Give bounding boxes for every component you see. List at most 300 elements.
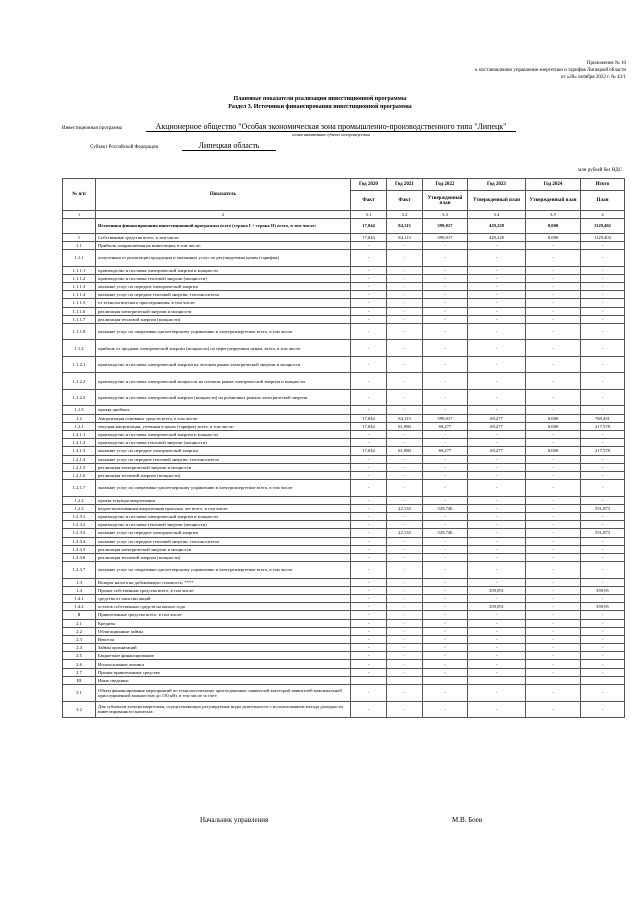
index-cell: 3.3 xyxy=(423,211,468,219)
value-cell: - xyxy=(526,644,581,652)
value-cell: - xyxy=(423,241,468,249)
row-label-cell: реализация электрической энергии и мощности xyxy=(96,307,351,315)
row-label-cell: Иные сведения: xyxy=(96,676,351,684)
value-cell: - xyxy=(351,562,387,579)
value-cell: - xyxy=(581,701,625,718)
value-cell: - xyxy=(351,299,387,307)
value-cell: - xyxy=(468,439,526,447)
value-cell: - xyxy=(387,282,423,290)
value-cell: - xyxy=(387,455,423,463)
value-cell: - xyxy=(468,594,526,602)
row-label-cell: оказание услуг по передаче электрической энергии xyxy=(96,447,351,455)
value-cell: - xyxy=(581,241,625,249)
value-cell: - xyxy=(581,291,625,299)
row-number-cell: 1.1.1.6 xyxy=(63,307,96,315)
value-cell: - xyxy=(581,685,625,702)
value-cell: - xyxy=(351,496,387,504)
row-number-cell: 2.4 xyxy=(63,644,96,652)
value-cell: - xyxy=(351,389,387,406)
value-cell: - xyxy=(526,627,581,635)
value-cell: - xyxy=(526,611,581,619)
value-cell: - xyxy=(351,241,387,249)
row-label-cell: Для субъектов электроэнергетики, осуществляющих регулируемые виды деятельности с использованием метода доходности инвестированного капитала: xyxy=(96,701,351,718)
value-cell: - xyxy=(468,373,526,390)
table-row xyxy=(63,340,625,357)
value-cell: - xyxy=(423,471,468,479)
table-row xyxy=(63,635,625,643)
table-row xyxy=(63,676,625,684)
row-number-cell: 1.1.1.7 xyxy=(63,315,96,323)
value-cell: - xyxy=(387,562,423,579)
value-cell: - xyxy=(351,480,387,497)
value-cell: - xyxy=(581,553,625,561)
value-cell: 599,017 xyxy=(423,414,468,422)
value-cell: 359,95 xyxy=(581,603,625,611)
value-cell: - xyxy=(468,340,526,357)
row-label-cell: Использование лизинга xyxy=(96,660,351,668)
value-cell: - xyxy=(351,619,387,627)
row-number-cell: 1.1.3 xyxy=(63,406,96,414)
table-row xyxy=(63,447,625,455)
table-row xyxy=(63,414,625,422)
row-label-cell: производство и поставка тепловой энергии (мощности) xyxy=(96,521,351,529)
header-kind: Факт xyxy=(387,191,423,211)
table-row xyxy=(63,266,625,274)
header-year: Год 2023 xyxy=(468,179,526,191)
value-cell xyxy=(387,676,423,684)
index-cell: 3.1 xyxy=(351,211,387,219)
value-cell: - xyxy=(351,274,387,282)
table-row xyxy=(63,219,625,234)
value-cell: - xyxy=(581,356,625,373)
value-cell: - xyxy=(581,537,625,545)
row-label-cell: оказание услуг по передаче тепловой энергии, теплоносителя xyxy=(96,455,351,463)
value-cell: 429,228 xyxy=(468,233,526,241)
value-cell: 599,017 xyxy=(423,233,468,241)
value-cell: - xyxy=(581,480,625,497)
row-number-cell: 2.1 xyxy=(63,619,96,627)
value-cell: - xyxy=(387,521,423,529)
table-row xyxy=(63,537,625,545)
value-cell: - xyxy=(387,545,423,553)
value-cell: 69,277 xyxy=(468,447,526,455)
value-cell: - xyxy=(526,323,581,340)
value-cell: - xyxy=(526,315,581,323)
row-number-cell: 1.2.1 xyxy=(63,422,96,430)
value-cell: - xyxy=(581,274,625,282)
value-cell: - xyxy=(526,594,581,602)
value-cell: 599,017 xyxy=(423,219,468,234)
row-number-cell: 1.2.1.6 xyxy=(63,471,96,479)
row-label-cell: Векселя xyxy=(96,635,351,643)
value-cell: 17,044 xyxy=(351,233,387,241)
value-cell: - xyxy=(581,373,625,390)
section-title: Раздел 3. Источники финансирования инвестиционной программы xyxy=(228,104,412,110)
value-cell: - xyxy=(351,373,387,390)
row-number-cell: 1.1.2.1 xyxy=(63,356,96,373)
value-cell: 0,000 xyxy=(526,422,581,430)
value-cell: 61,980 xyxy=(387,447,423,455)
row-label-cell: Объем финансирования мероприятий по технологическому присоединению заявителей категорий заявителей максимальной присоединенной мощностью до 150 кВт, в том числе за счет: xyxy=(96,685,351,702)
value-cell: - xyxy=(468,660,526,668)
value-cell: - xyxy=(581,471,625,479)
value-cell: - xyxy=(468,685,526,702)
value-cell: 551,873 xyxy=(581,504,625,512)
value-cell: - xyxy=(423,603,468,611)
value-cell: - xyxy=(423,701,468,718)
row-number-cell: 3.2 xyxy=(63,701,96,718)
row-number-cell: 1.2.3 xyxy=(63,504,96,512)
row-number-cell: 1.1.1.2 xyxy=(63,274,96,282)
row-number-cell: 1.2.3.6 xyxy=(63,553,96,561)
row-label-cell: Привлеченные средства всего, в том числе: xyxy=(96,611,351,619)
value-cell: - xyxy=(468,545,526,553)
value-cell: - xyxy=(526,307,581,315)
value-cell: - xyxy=(423,496,468,504)
table-row xyxy=(63,356,625,373)
value-cell: - xyxy=(468,529,526,537)
table-row xyxy=(63,504,625,512)
value-cell: - xyxy=(526,250,581,267)
value-cell: - xyxy=(387,373,423,390)
value-cell: - xyxy=(387,389,423,406)
table-row xyxy=(63,471,625,479)
value-cell: - xyxy=(526,603,581,611)
value-cell: - xyxy=(468,250,526,267)
value-cell: 84,113 xyxy=(387,233,423,241)
index-cell: 2 xyxy=(96,211,351,219)
value-cell: - xyxy=(423,439,468,447)
value-cell: - xyxy=(387,439,423,447)
value-cell: - xyxy=(351,644,387,652)
row-number-cell: 1.4 xyxy=(63,586,96,594)
table-row xyxy=(63,685,625,702)
row-number-cell: 1.2.1.2 xyxy=(63,439,96,447)
value-cell: - xyxy=(468,315,526,323)
value-cell: - xyxy=(526,299,581,307)
value-cell: - xyxy=(423,373,468,390)
table-row xyxy=(63,668,625,676)
units-label: млн рублей без НДС xyxy=(578,168,622,173)
value-cell: - xyxy=(468,635,526,643)
value-cell: - xyxy=(468,241,526,249)
table-row xyxy=(63,430,625,438)
value-cell: 22,133 xyxy=(387,529,423,537)
value-cell: - xyxy=(387,512,423,520)
value-cell: - xyxy=(423,627,468,635)
value-cell: - xyxy=(387,627,423,635)
value-cell: - xyxy=(423,250,468,267)
value-cell: - xyxy=(423,323,468,340)
value-cell: - xyxy=(423,307,468,315)
value-cell: - xyxy=(351,512,387,520)
row-number-cell: 1.1.1.1 xyxy=(63,266,96,274)
value-cell: - xyxy=(387,274,423,282)
value-cell: - xyxy=(423,274,468,282)
table-row xyxy=(63,512,625,520)
document-title: Плановые показатели реализации инвестиционной программы xyxy=(233,96,407,102)
table-row xyxy=(63,455,625,463)
row-label-cell: производство и поставка электрической энергии и мощности xyxy=(96,266,351,274)
value-cell: - xyxy=(581,652,625,660)
row-number-cell: 1.1.2.3 xyxy=(63,389,96,406)
header-year: Итого xyxy=(581,179,625,191)
header-year: Год 2022 xyxy=(423,179,468,191)
value-cell: - xyxy=(423,480,468,497)
value-cell: - xyxy=(423,512,468,520)
row-number-cell xyxy=(63,219,96,234)
signature-position: Начальник управления xyxy=(200,816,269,824)
value-cell: 84,113 xyxy=(387,219,423,234)
row-label-cell: Источники финансирования инвестиционной программы всего (строка I + строка II) всего, в том числе: xyxy=(96,219,351,234)
value-cell: - xyxy=(351,439,387,447)
value-cell: - xyxy=(526,389,581,406)
owner-hint: полное наименование субъекта электроэнергетики xyxy=(292,133,370,137)
value-cell: - xyxy=(387,463,423,471)
value-cell: - xyxy=(423,644,468,652)
value-cell: - xyxy=(581,512,625,520)
value-cell: - xyxy=(581,299,625,307)
value-cell: - xyxy=(468,463,526,471)
value-cell: - xyxy=(387,480,423,497)
value-cell: - xyxy=(468,307,526,315)
value-cell: - xyxy=(351,701,387,718)
value-cell: - xyxy=(468,471,526,479)
value-cell: - xyxy=(581,282,625,290)
value-cell: - xyxy=(387,340,423,357)
table-row xyxy=(63,439,625,447)
value-cell: - xyxy=(468,578,526,586)
row-number-cell: 1.1.2 xyxy=(63,340,96,357)
value-cell: - xyxy=(468,282,526,290)
row-number-cell: 1.1.1 xyxy=(63,250,96,267)
value-cell: - xyxy=(387,685,423,702)
table-row xyxy=(63,480,625,497)
value-cell: - xyxy=(351,537,387,545)
row-label-cell: оказание услуг по передаче тепловой энергии, теплоносителя xyxy=(96,291,351,299)
value-cell: - xyxy=(423,668,468,676)
value-cell: 359,951 xyxy=(468,586,526,594)
table-row xyxy=(63,241,625,249)
value-cell: - xyxy=(351,545,387,553)
row-number-cell: 1.2 xyxy=(63,414,96,422)
value-cell: - xyxy=(468,356,526,373)
value-cell: - xyxy=(526,529,581,537)
value-cell: 359,95 xyxy=(581,586,625,594)
value-cell: - xyxy=(468,668,526,676)
row-label-cell: оказание услуг по передаче тепловой энергии, теплоносителя xyxy=(96,537,351,545)
value-cell: - xyxy=(581,545,625,553)
value-cell: - xyxy=(387,307,423,315)
value-cell: - xyxy=(423,545,468,553)
value-cell: - xyxy=(351,430,387,438)
value-cell: - xyxy=(387,250,423,267)
value-cell: - xyxy=(526,496,581,504)
row-label-cell: прибыль от продажи электрической энергии (мощности) по нерегулируемым ценам, всего, в том числе: xyxy=(96,340,351,357)
row-label-cell: остаток собственных средств на начало года xyxy=(96,603,351,611)
row-label-cell: оказание услуг по оперативно-диспетчерскому управлению в электроэнергетике всего, в том числе: xyxy=(96,323,351,340)
value-cell: - xyxy=(526,340,581,357)
value-cell xyxy=(423,676,468,684)
value-cell: - xyxy=(423,594,468,602)
value-cell: - xyxy=(351,455,387,463)
value-cell: - xyxy=(423,430,468,438)
value-cell xyxy=(581,676,625,684)
value-cell: - xyxy=(581,635,625,643)
value-cell: - xyxy=(351,406,387,414)
row-label-cell: Кредиты xyxy=(96,619,351,627)
index-cell: 4 xyxy=(581,211,625,219)
value-cell: 769,451 xyxy=(581,414,625,422)
value-cell: - xyxy=(387,611,423,619)
value-cell: - xyxy=(468,266,526,274)
value-cell: - xyxy=(387,586,423,594)
value-cell: 17,044 xyxy=(351,414,387,422)
value-cell: - xyxy=(526,512,581,520)
table-row xyxy=(63,701,625,718)
row-number-cell: 1.2.1.5 xyxy=(63,463,96,471)
value-cell: - xyxy=(423,562,468,579)
header-kind: План xyxy=(581,191,625,211)
value-cell: - xyxy=(423,553,468,561)
header-year: Год 2021 xyxy=(387,179,423,191)
value-cell: 0,000 xyxy=(526,414,581,422)
value-cell: - xyxy=(581,463,625,471)
value-cell: - xyxy=(351,611,387,619)
row-label-cell: оказание услуг по передаче электрической энергии xyxy=(96,529,351,537)
value-cell: - xyxy=(526,652,581,660)
index-cell: 3.5 xyxy=(526,211,581,219)
table-row xyxy=(63,627,625,635)
value-cell: - xyxy=(351,578,387,586)
value-cell: - xyxy=(387,660,423,668)
table-row xyxy=(63,422,625,430)
region-value: Липецкая область xyxy=(182,141,276,151)
row-number-cell: 1.2.2 xyxy=(63,496,96,504)
row-label-cell: реализация тепловой энергии (мощности) xyxy=(96,315,351,323)
value-cell: - xyxy=(581,627,625,635)
row-label-cell: прочая текущая амортизация xyxy=(96,496,351,504)
value-cell: - xyxy=(387,594,423,602)
table-row xyxy=(63,660,625,668)
value-cell: 69,277 xyxy=(468,422,526,430)
value-cell: - xyxy=(387,496,423,504)
row-number-cell: 1.2.3.5 xyxy=(63,545,96,553)
row-label-cell: производство и поставка тепловой энергии (мощности) xyxy=(96,439,351,447)
value-cell: - xyxy=(423,619,468,627)
table-row xyxy=(63,586,625,594)
value-cell: 0,000 xyxy=(526,233,581,241)
value-cell: - xyxy=(526,586,581,594)
table-row xyxy=(63,619,625,627)
row-label-cell: оказание услуг по оперативно-диспетчерскому управлению в электроэнергетике всего, в том числе: xyxy=(96,562,351,579)
value-cell: - xyxy=(468,521,526,529)
row-label-cell: средства от эмиссии акций xyxy=(96,594,351,602)
value-cell: - xyxy=(351,594,387,602)
value-cell: - xyxy=(468,611,526,619)
row-label-cell: от технологического присоединения, в том числе: xyxy=(96,299,351,307)
value-cell: - xyxy=(351,553,387,561)
value-cell: - xyxy=(468,455,526,463)
value-cell: - xyxy=(526,266,581,274)
row-number-cell: 1.2.3.3 xyxy=(63,529,96,537)
index-cell: 1 xyxy=(63,211,96,219)
value-cell: - xyxy=(468,553,526,561)
header-kind: Утвержденный план xyxy=(526,191,581,211)
value-cell: - xyxy=(581,562,625,579)
value-cell: - xyxy=(526,562,581,579)
value-cell: 22,133 xyxy=(387,504,423,512)
row-label-cell: производство и поставка электрической энергии и мощности xyxy=(96,512,351,520)
value-cell: - xyxy=(351,340,387,357)
row-number-cell: I xyxy=(63,233,96,241)
value-cell: - xyxy=(351,307,387,315)
table-row xyxy=(63,299,625,307)
row-label-cell: полученная от реализации продукции и оказанных услуг по регулируемым ценам (тарифам) xyxy=(96,250,351,267)
value-cell: - xyxy=(581,496,625,504)
value-cell: - xyxy=(468,480,526,497)
value-cell: - xyxy=(468,537,526,545)
value-cell: - xyxy=(468,274,526,282)
row-label-cell: Прочие привлеченные средства xyxy=(96,668,351,676)
value-cell: - xyxy=(351,603,387,611)
header-kind: Факт xyxy=(351,191,387,211)
value-cell: 529,740 xyxy=(423,529,468,537)
value-cell: - xyxy=(526,685,581,702)
value-cell: - xyxy=(423,611,468,619)
value-cell: 17,044 xyxy=(351,422,387,430)
row-label-cell: прочая прибыль xyxy=(96,406,351,414)
table-row xyxy=(63,496,625,504)
table-row xyxy=(63,389,625,406)
value-cell: - xyxy=(581,439,625,447)
annex-line-2: к постановлению управления энергетики и тарифов Липецкой области xyxy=(475,68,626,73)
value-cell: - xyxy=(423,578,468,586)
row-number-cell: 2.2 xyxy=(63,627,96,635)
value-cell: - xyxy=(526,455,581,463)
value-cell: - xyxy=(387,430,423,438)
value-cell: - xyxy=(526,471,581,479)
value-cell: - xyxy=(423,299,468,307)
table-row xyxy=(63,578,625,586)
table-row xyxy=(63,307,625,315)
row-number-cell: 1.2.1.1 xyxy=(63,430,96,438)
table-row xyxy=(63,521,625,529)
value-cell: - xyxy=(423,266,468,274)
row-label-cell: оказание услуг по передаче электрической энергии xyxy=(96,282,351,290)
row-number-cell: 2.5 xyxy=(63,652,96,660)
row-label-cell: Возврат налога на добавленную стоимость, **** xyxy=(96,578,351,586)
value-cell: - xyxy=(526,373,581,390)
value-cell: - xyxy=(581,307,625,315)
value-cell: - xyxy=(581,578,625,586)
row-number-cell: 1.1.1.5 xyxy=(63,299,96,307)
annex-line-3: от «28» октября 2022 г. № 43/1 xyxy=(560,75,626,80)
value-cell: - xyxy=(387,323,423,340)
row-number-cell: 1.1.1.8 xyxy=(63,323,96,340)
value-cell: 1129,402 xyxy=(581,219,625,234)
row-label-cell: производство и поставка электрической мощности на оптовом рынке электрической энергии и мощности xyxy=(96,373,351,390)
annex-block xyxy=(396,60,626,81)
table-row xyxy=(63,250,625,267)
value-cell: - xyxy=(526,463,581,471)
value-cell: - xyxy=(581,406,625,414)
row-number-cell: 1.2.3.4 xyxy=(63,537,96,545)
table-row xyxy=(63,233,625,241)
table-row xyxy=(63,553,625,561)
value-cell: 0,000 xyxy=(526,219,581,234)
value-cell: - xyxy=(581,644,625,652)
